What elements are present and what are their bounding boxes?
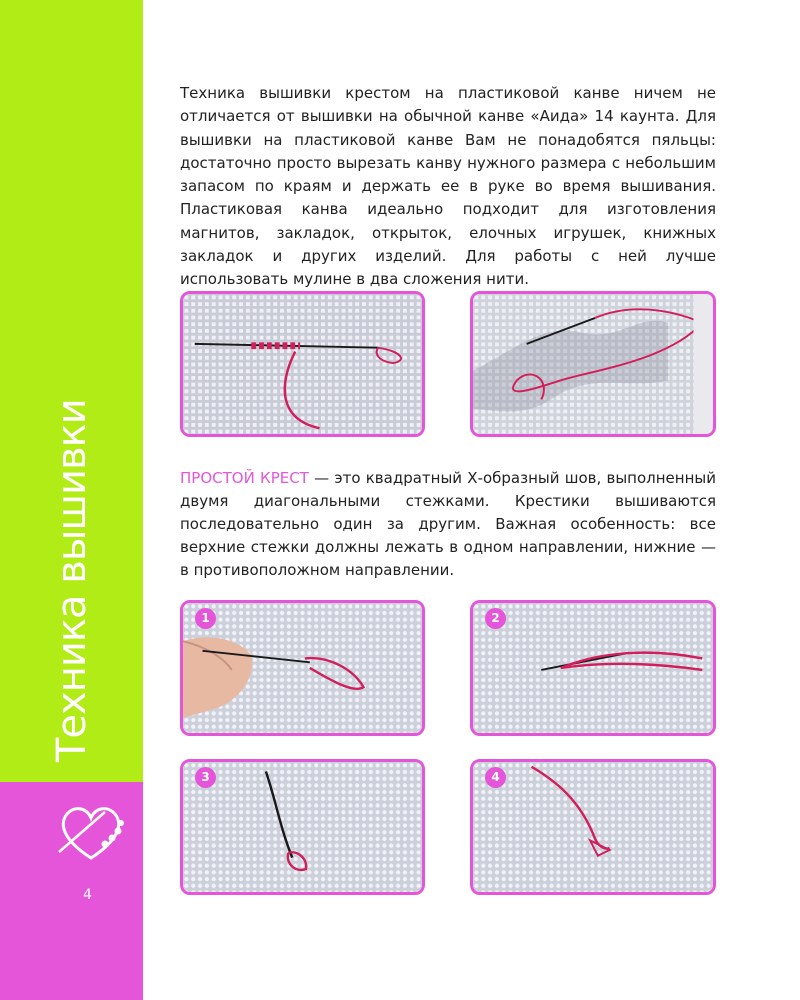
simple-cross-paragraph (180, 467, 716, 582)
heart-needle-icon (55, 802, 127, 864)
step-photo-1 (180, 600, 425, 736)
step-photo-4 (470, 759, 716, 895)
photo-thread-shadow (470, 291, 716, 437)
step-badge: 1 (195, 608, 216, 629)
simple-cross-term: ПРОСТОЙ КРЕСТ (180, 469, 309, 487)
step-badge: 4 (485, 767, 506, 788)
step-photo-2 (470, 600, 716, 736)
simple-cross-text: — это квадратный Х-образный шов, выполненный двумя диагональными стежками. Крестики вышиваются последовательно один за другим. Важная особенность: все верхние стежки должны лежать в одном направлении, нижние — в противоположном направлении. (180, 469, 716, 579)
section-title: Техника вышивки (49, 399, 95, 762)
page-number: 4 (83, 887, 92, 903)
step-photo-3 (180, 759, 425, 895)
photo-canvas-stitching (180, 291, 425, 437)
step-badge: 2 (485, 608, 506, 629)
step-badge: 3 (195, 767, 216, 788)
intro-paragraph: Техника вышивки крестом на пластиковой канве ничем не отличается от вышивки на обычной канве «Аида» 14 каунта. Для вышивки на пластиковой канве Вам не понадобятся пяльцы: достаточно просто вырезать канву нужного размера с небольшим запасом по краям и держать ее в руке во время вышивания. Пластиковая канва идеально подходит для изготовления магнитов, закладок, открыток, елочных игрушек, книжных закладок и других изделий. Для работы с ней лучше использовать мулине в два сложения нити. (180, 84, 716, 289)
